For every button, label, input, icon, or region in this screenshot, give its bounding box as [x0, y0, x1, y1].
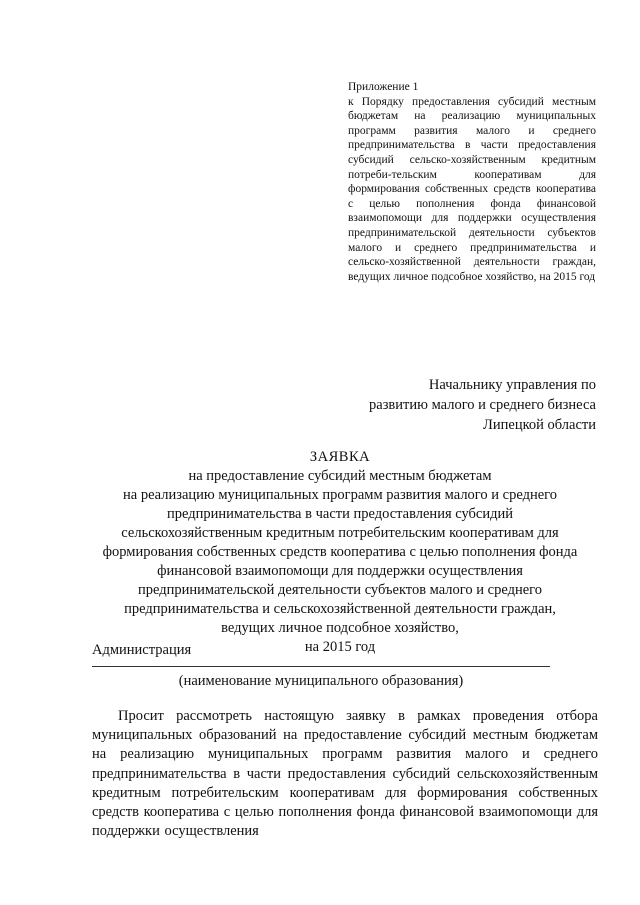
- title-line-4: сельскохозяйственным кредитным потребительским кооперативам для: [121, 525, 559, 541]
- addressee-line-1: Начальнику управления по: [428, 377, 596, 393]
- document-heading: ЗАЯВКА: [309, 449, 371, 465]
- title-line-10: на 2015 год: [304, 639, 376, 655]
- title-block: [80, 448, 600, 657]
- municipality-fill-line: [92, 666, 550, 667]
- title-line-9: ведущих личное подсобное хозяйство,: [221, 620, 459, 636]
- annex-title: Приложение 1: [348, 81, 419, 93]
- title-line-6: финансовой взаимопомощи для поддержки осуществления: [157, 563, 523, 579]
- title-line-7: предпринимательской деятельности субъектов малого и среднего: [138, 582, 542, 598]
- municipality-caption: (наименование муниципального образования): [178, 673, 464, 689]
- request-paragraph: Просит рассмотреть настоящую заявку в рамках проведения отбора муниципальных образований на предоставление субсидий местным бюджетам на реализацию муниципальных программ развития малого и среднего предпринимательства в части предоставления субсидий сельскохозяйственным кредитным потребительским кооперативам для формирования собственных средств кооператива с целью пополнения фонда финансовой взаимопомощи для поддержки осуществления: [92, 708, 598, 840]
- title-line-5: формирования собственных средств кооператива с целью пополнения фонда: [102, 544, 578, 560]
- title-line-2: на реализацию муниципальных программ развития малого и среднего: [123, 487, 557, 503]
- annex-body: к Порядку предоставления субсидий местным бюджетам на реализацию муниципальных программ развития малого и среднего предпринимательства в части предоставления субсидий сельско-хозяйственным кредитным потреби-тельским кооперативам для формирования собственных средств кооператива с целью пополнения фонда финансовой взаимопомощи для поддержки осуществления предпринимательской деятельности субъектов малого и среднего предпринимательства и сельско-хозяйственной деятельности граждан, ведущих личное подсобное хозяйство, на 2015 год: [348, 95, 596, 283]
- title-line-3: предпринимательства в части предоставления субсидий: [166, 506, 514, 522]
- title-line-1: на предоставление субсидий местным бюджетам: [188, 468, 492, 484]
- title-line-8: предпринимательства и сельскохозяйственной деятельности граждан,: [124, 601, 556, 617]
- addressee-block: [296, 375, 596, 435]
- addressee-line-2: развитию малого и среднего бизнеса: [369, 397, 596, 413]
- annex-block: [348, 80, 596, 284]
- administration-label: Администрация: [92, 642, 192, 658]
- addressee-line-3: Липецкой области: [483, 417, 596, 433]
